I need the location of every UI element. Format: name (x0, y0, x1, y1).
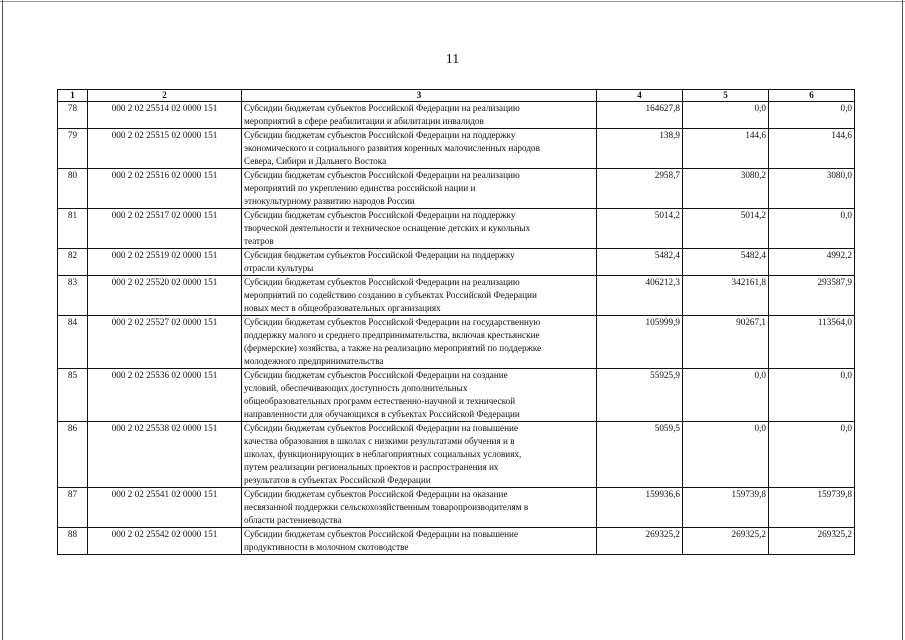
description-cell (242, 249, 597, 276)
description-cell (242, 422, 597, 488)
amount-cell-col6: 0,0 (769, 102, 855, 129)
description-line: результатов в субъектах Российской Федерации (244, 475, 431, 485)
budget-code-cell: 000 2 02 25538 02 0000 151 (88, 422, 242, 488)
description-line: Субсидии бюджетам субъектов Российской Федерации на реализацию (244, 277, 520, 287)
description-cell (242, 488, 597, 528)
amount-cell-col6: 4992,2 (769, 249, 855, 276)
amount-cell-col4: 159936,6 (597, 488, 683, 528)
table-row (58, 369, 855, 422)
table-row (58, 276, 855, 316)
page-number: 11 (445, 52, 460, 67)
amount-cell-col4: 5059,5 (597, 422, 683, 488)
budget-code-cell: 000 2 02 25541 02 0000 151 (88, 488, 242, 528)
description-cell (242, 169, 597, 209)
table-row (58, 102, 855, 129)
description-line: Субсидии бюджетам субъектов Российской Федерации на поддержку (244, 210, 516, 220)
table-row (58, 528, 855, 555)
table-row (58, 488, 855, 528)
row-number-cell: 83 (58, 276, 88, 316)
description-line: школах, функционирующих в неблагоприятных социальных условиях, (244, 449, 522, 459)
column-header-1: 1 (58, 90, 88, 102)
amount-cell-col4: 406212,3 (597, 276, 683, 316)
budget-code-cell: 000 2 02 25520 02 0000 151 (88, 276, 242, 316)
amount-cell-col5: 3080,2 (683, 169, 769, 209)
amount-cell-col6: 159739,8 (769, 488, 855, 528)
description-cell (242, 528, 597, 555)
table-row (58, 169, 855, 209)
amount-cell-col4: 269325,2 (597, 528, 683, 555)
description-cell (242, 369, 597, 422)
description-line: мероприятий по содействию созданию в субъектах Российской Федерации (244, 290, 537, 300)
table-header-row (58, 90, 855, 102)
amount-cell-col5: 0,0 (683, 369, 769, 422)
table-row (58, 316, 855, 369)
description-line: направленности для обучающихся в субъектах Российской Федерации (244, 409, 520, 419)
description-line: (фермерские) хозяйства, а также на реализацию мероприятий по поддержке (244, 343, 542, 353)
row-number-cell: 86 (58, 422, 88, 488)
budget-table (57, 89, 855, 555)
budget-code-cell: 000 2 02 25517 02 0000 151 (88, 209, 242, 249)
row-number-cell: 80 (58, 169, 88, 209)
description-line: Субсидии бюджетам субъектов Российской Федерации на повышение (244, 529, 519, 539)
description-cell (242, 129, 597, 169)
amount-cell-col5: 5014,2 (683, 209, 769, 249)
description-line: Субсидии бюджетам субъектов Российской Федерации на реализацию (244, 170, 520, 180)
description-line: Субсидии бюджетам субъектов Российской Федерации на поддержку (244, 130, 516, 140)
description-cell (242, 316, 597, 369)
description-line: поддержку малого и среднего предпринимательства, включая крестьянские (244, 330, 540, 340)
table-row (58, 422, 855, 488)
description-line: Субсидия бюджетам субъектов Российской Федерации на поддержку (244, 250, 515, 260)
row-number-cell: 85 (58, 369, 88, 422)
description-line: несвязанной поддержки сельскохозяйственным товаропроизводителям в (244, 502, 529, 512)
description-line: Субсидии бюджетам субъектов Российской Федерации на повышение (244, 423, 519, 433)
column-header-2: 2 (88, 90, 242, 102)
row-number-cell: 78 (58, 102, 88, 129)
amount-cell-col5: 0,0 (683, 102, 769, 129)
description-line: театров (244, 236, 274, 246)
amount-cell-col5: 90267,1 (683, 316, 769, 369)
table-row (58, 249, 855, 276)
description-line: Субсидии бюджетам субъектов Российской Федерации на государственную (244, 317, 541, 327)
budget-code-cell: 000 2 02 25542 02 0000 151 (88, 528, 242, 555)
amount-cell-col4: 5482,4 (597, 249, 683, 276)
amount-cell-col6: 0,0 (769, 209, 855, 249)
amount-cell-col5: 0,0 (683, 422, 769, 488)
amount-cell-col6: 3080,0 (769, 169, 855, 209)
amount-cell-col6: 113564,0 (769, 316, 855, 369)
amount-cell-col4: 55925,9 (597, 369, 683, 422)
amount-cell-col6: 269325,2 (769, 528, 855, 555)
column-header-5: 5 (683, 90, 769, 102)
description-line: общеобразовательных программ естественно-научной и технической (244, 396, 516, 406)
amount-cell-col5: 5482,4 (683, 249, 769, 276)
row-number-cell: 87 (58, 488, 88, 528)
amount-cell-col5: 342161,8 (683, 276, 769, 316)
budget-code-cell: 000 2 02 25516 02 0000 151 (88, 169, 242, 209)
row-number-cell: 81 (58, 209, 88, 249)
description-line: Субсидии бюджетам субъектов Российской Федерации на оказание (244, 489, 508, 499)
amount-cell-col4: 138,9 (597, 129, 683, 169)
budget-code-cell: 000 2 02 25527 02 0000 151 (88, 316, 242, 369)
description-line: экономического и социального развития коренных малочисленных народов (244, 143, 540, 153)
amount-cell-col6: 144,6 (769, 129, 855, 169)
column-header-6: 6 (769, 90, 855, 102)
description-line: путем реализации региональных проектов и распространения их (244, 462, 499, 472)
amount-cell-col4: 2958,7 (597, 169, 683, 209)
amount-cell-col6: 0,0 (769, 369, 855, 422)
description-line: Севера, Сибири и Дальнего Востока (244, 156, 387, 166)
description-cell (242, 102, 597, 129)
page-edge-left (2, 0, 3, 640)
amount-cell-col4: 5014,2 (597, 209, 683, 249)
description-cell (242, 209, 597, 249)
row-number-cell: 82 (58, 249, 88, 276)
table-body (58, 102, 855, 555)
description-line: мероприятий в сфере реабилитации и абилитации инвалидов (244, 116, 484, 126)
column-header-4: 4 (597, 90, 683, 102)
budget-code-cell: 000 2 02 25536 02 0000 151 (88, 369, 242, 422)
description-line: продуктивности в молочном скотоводстве (244, 542, 409, 552)
budget-code-cell: 000 2 02 25514 02 0000 151 (88, 102, 242, 129)
amount-cell-col4: 164627,8 (597, 102, 683, 129)
description-line: качества образования в школах с низкими результатами обучения и в (244, 436, 515, 446)
page-edge-right (902, 0, 903, 640)
budget-code-cell: 000 2 02 25519 02 0000 151 (88, 249, 242, 276)
description-line: условий, обеспечивающих доступность дополнительных (244, 383, 468, 393)
description-line: области растениеводства (244, 515, 342, 525)
amount-cell-col4: 105999,9 (597, 316, 683, 369)
description-line: молодежного предпринимательства (244, 356, 384, 366)
description-line: новых мест в общеобразовательных организациях (244, 303, 441, 313)
row-number-cell: 79 (58, 129, 88, 169)
column-header-3: 3 (242, 90, 597, 102)
description-line: творческой деятельности и техническое оснащение детских и кукольных (244, 223, 531, 233)
amount-cell-col5: 269325,2 (683, 528, 769, 555)
description-line: Субсидии бюджетам субъектов Российской Федерации на создание (244, 370, 508, 380)
description-line: Субсидии бюджетам субъектов Российской Федерации на реализацию (244, 103, 520, 113)
row-number-cell: 88 (58, 528, 88, 555)
amount-cell-col5: 144,6 (683, 129, 769, 169)
amount-cell-col5: 159739,8 (683, 488, 769, 528)
table-row (58, 209, 855, 249)
amount-cell-col6: 293587,9 (769, 276, 855, 316)
table-row (58, 129, 855, 169)
row-number-cell: 84 (58, 316, 88, 369)
description-line: этнокультурному развитию народов России (244, 196, 415, 206)
description-line: отрасли культуры (244, 263, 314, 273)
description-line: мероприятий по укреплению единства российской нации и (244, 183, 476, 193)
amount-cell-col6: 0,0 (769, 422, 855, 488)
page-edge-top (0, 1, 905, 2)
budget-code-cell: 000 2 02 25515 02 0000 151 (88, 129, 242, 169)
description-cell (242, 276, 597, 316)
